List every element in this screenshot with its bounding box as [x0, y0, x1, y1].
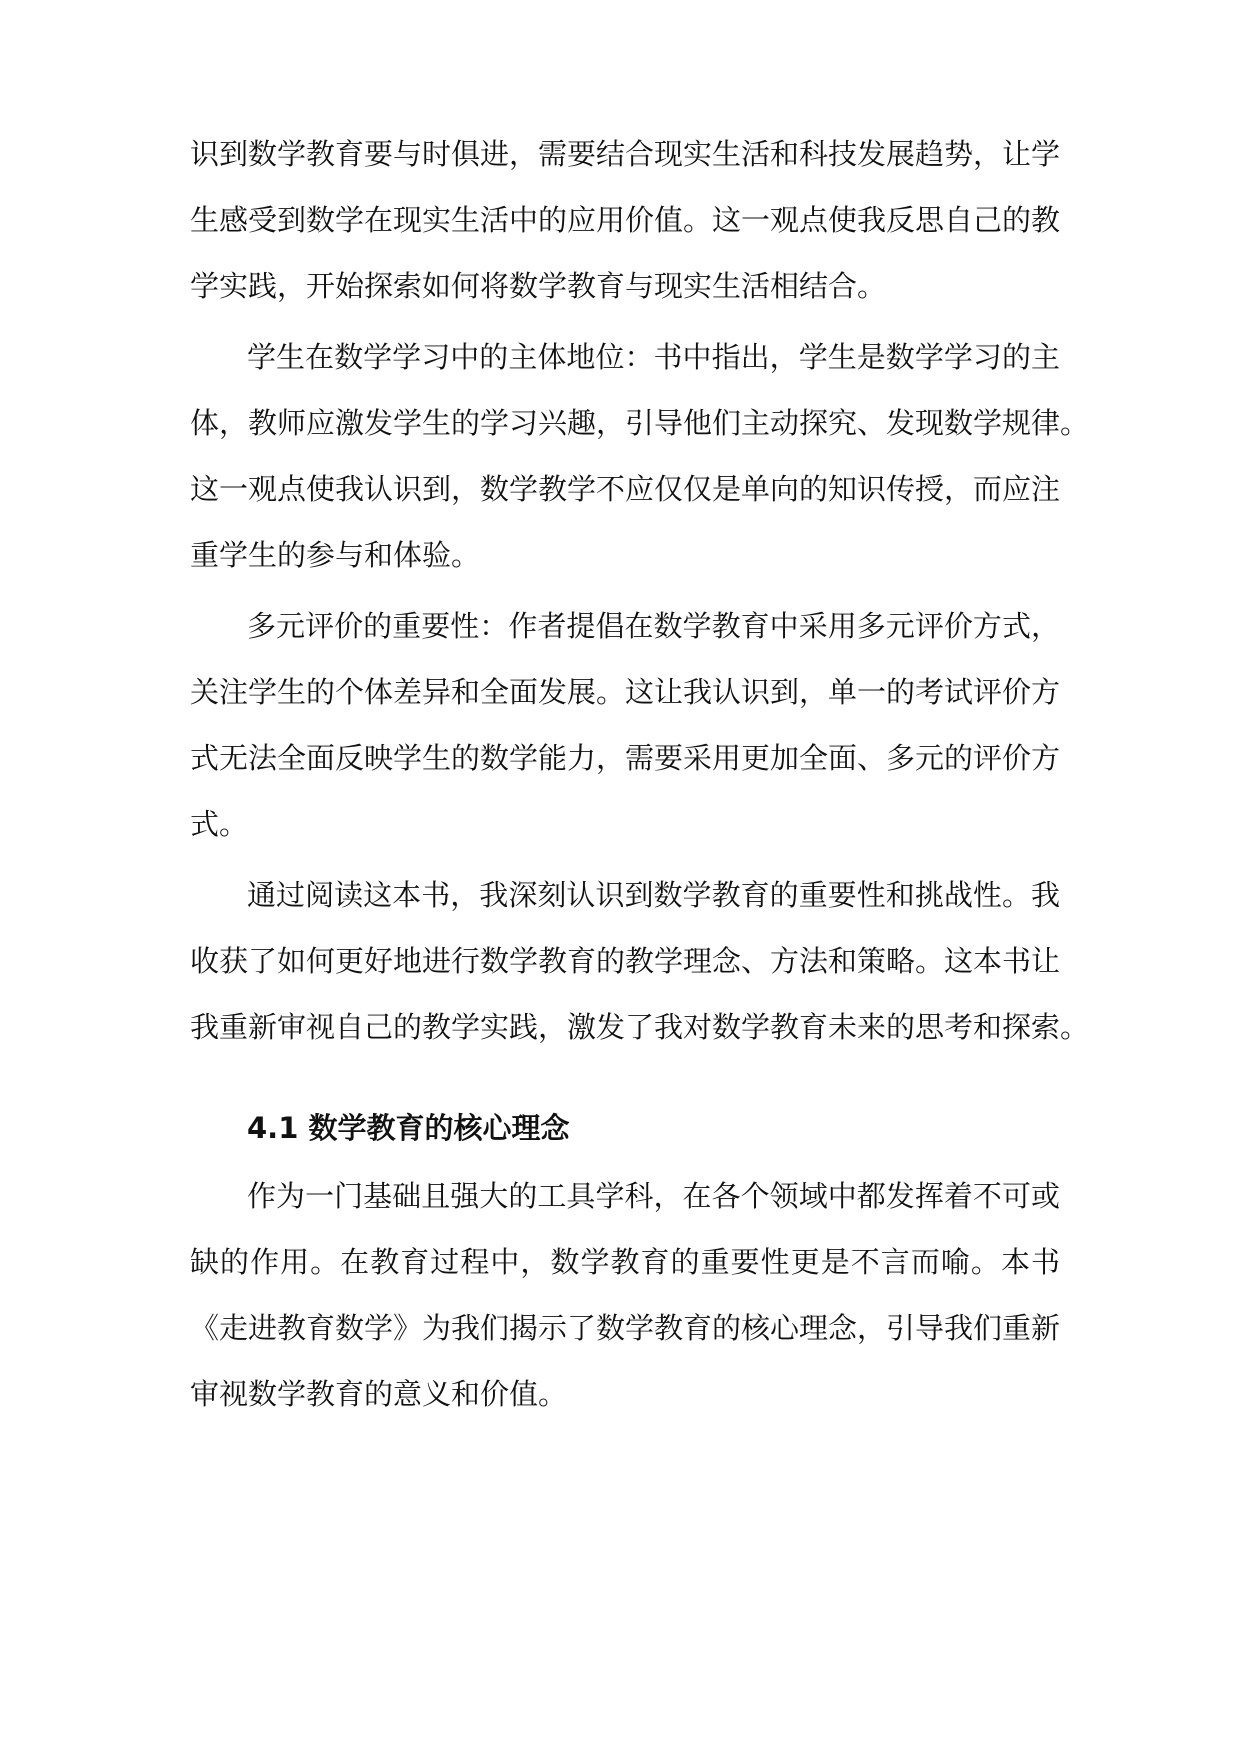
- paragraph-line: 体，教师应激发学生的学习兴趣，引导他们主动探究、发现数学规律。: [190, 406, 1090, 440]
- paragraph-line: 识到数学教育要与时俱进，需要结合现实生活和科技发展趋势，让学: [190, 137, 1061, 171]
- paragraph-line: 式。: [190, 807, 249, 841]
- paragraph-line: 通过阅读这本书，我深刻认识到数学教育的重要性和挑战性。我: [247, 878, 1060, 912]
- paragraph-line: 多元评价的重要性：作者提倡在数学教育中采用多元评价方式，: [247, 609, 1060, 643]
- paragraph-line: 我重新审视自己的教学实践，激发了我对数学教育未来的思考和探索。: [190, 1010, 1090, 1044]
- paragraph-line: 作为一门基础且强大的工具学科，在各个领域中都发挥着不可或: [247, 1179, 1060, 1213]
- paragraph-line: 重学生的参与和体验。: [190, 538, 481, 572]
- paragraph-line: 这一观点使我认识到，数学教学不应仅仅是单向的知识传授，而应注: [190, 472, 1061, 506]
- paragraph-line: 学生在数学学习中的主体地位：书中指出，学生是数学学习的主: [247, 340, 1060, 374]
- paragraph-line: 《走进教育数学》为我们揭示了数学教育的核心理念，引导我们重新: [190, 1311, 1061, 1345]
- paragraph-line: 关注学生的个体差异和全面发展。这让我认识到，单一的考试评价方: [190, 675, 1061, 709]
- paragraph-line: 收获了如何更好地进行数学教育的教学理念、方法和策略。这本书让: [190, 944, 1061, 978]
- paragraph-line: 式无法全面反映学生的数学能力，需要采用更加全面、多元的评价方: [190, 741, 1061, 775]
- paragraph-line: 生感受到数学在现实生活中的应用价值。这一观点使我反思自己的教: [190, 203, 1061, 237]
- paragraph-line: 缺的作用。在教育过程中，数学教育的重要性更是不言而喻。本书: [190, 1245, 1060, 1279]
- paragraph-line: 学实践，开始探索如何将数学教育与现实生活相结合。: [190, 269, 887, 303]
- paragraph-line: 审视数学教育的意义和价值。: [190, 1377, 568, 1411]
- section-heading: 4.1 数学教育的核心理念: [247, 1111, 570, 1145]
